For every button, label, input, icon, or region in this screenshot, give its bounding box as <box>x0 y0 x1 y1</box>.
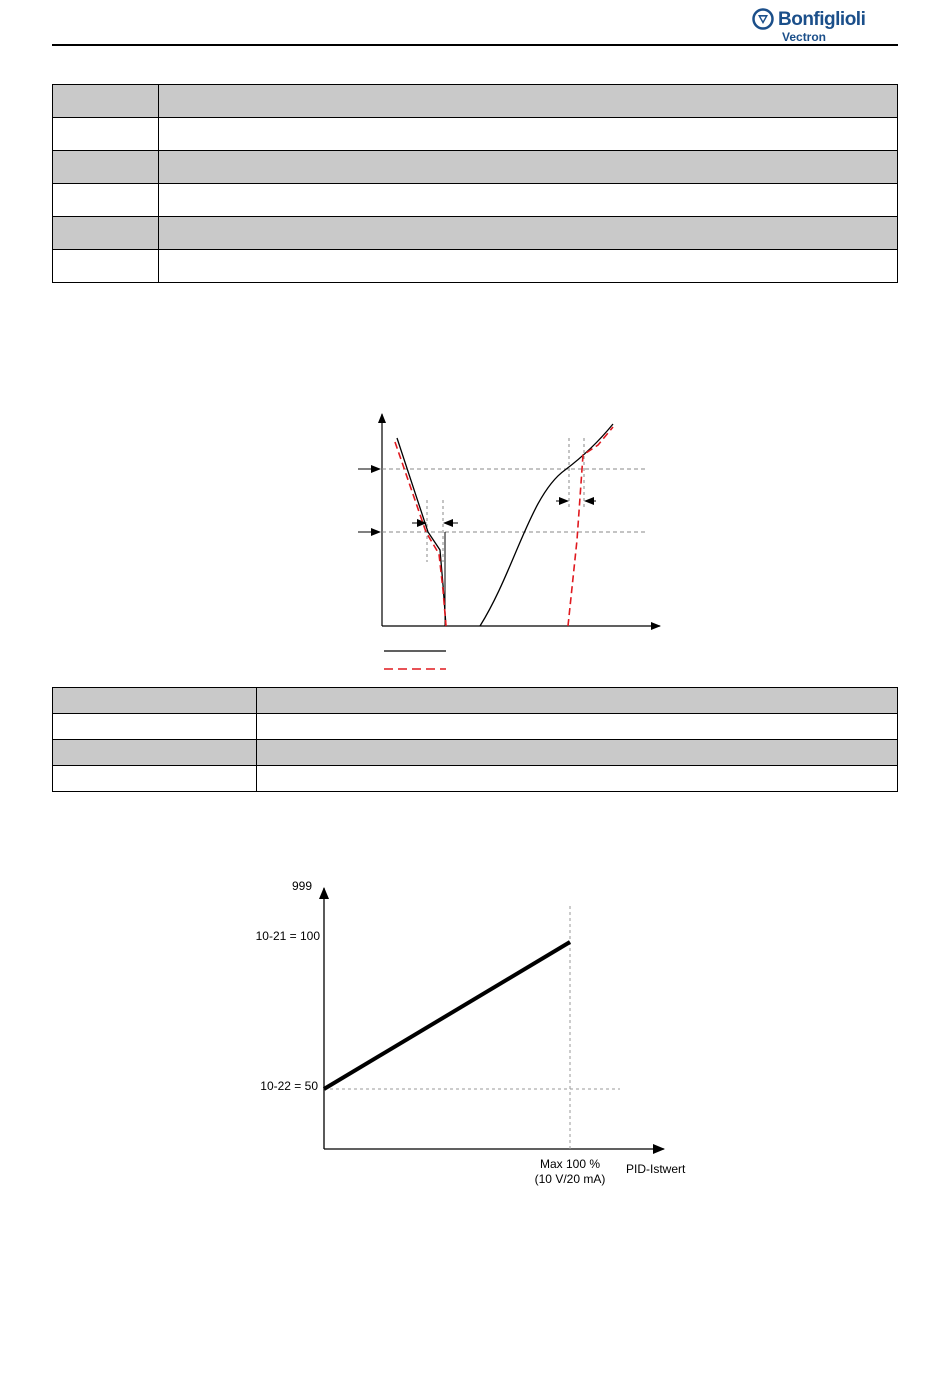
table-row <box>53 714 898 740</box>
table-cell <box>53 151 159 184</box>
chart-y-top-label: 999 <box>292 879 313 893</box>
table-cell <box>159 118 898 151</box>
table-cell <box>257 688 898 714</box>
table-cell <box>53 250 159 283</box>
table-row <box>53 217 898 250</box>
chart-x-axis-label: PID-Istwert <box>626 1162 686 1176</box>
table-cell <box>53 714 257 740</box>
table-cell <box>53 217 159 250</box>
logo-brand-text: Bonfiglioli <box>778 9 866 30</box>
table-row <box>53 151 898 184</box>
chart-y-low-label: 10-22 = 50 <box>260 1079 318 1093</box>
table-cell <box>53 740 257 766</box>
chart-x-max-label-line1: Max 100 % <box>539 1157 601 1171</box>
header-rule <box>52 44 898 46</box>
company-logo <box>752 6 882 46</box>
table-row <box>53 250 898 283</box>
bonfiglioli-logo-icon <box>752 8 774 30</box>
table-cell <box>53 184 159 217</box>
table-cell <box>159 85 898 118</box>
chart-x-max-label-line2: (10 V/20 mA) <box>534 1172 606 1186</box>
characteristic-diagram <box>340 400 670 680</box>
table-cell <box>159 184 898 217</box>
table-cell <box>257 766 898 792</box>
table-cell <box>159 217 898 250</box>
d1-dashed-curve-left <box>395 442 446 626</box>
table-cell <box>159 151 898 184</box>
table-row <box>53 118 898 151</box>
parameter-table-2 <box>52 687 898 792</box>
table-cell <box>257 714 898 740</box>
table-cell <box>159 250 898 283</box>
table-cell <box>53 766 257 792</box>
table-row <box>53 766 898 792</box>
d1-solid-curve-right <box>480 424 613 626</box>
table-row <box>53 85 898 118</box>
chart-series-line <box>324 942 570 1089</box>
table-row <box>53 740 898 766</box>
logo-sub-text: Vectron <box>782 30 827 44</box>
table-row <box>53 688 898 714</box>
d1-dashed-curve-right <box>568 427 613 626</box>
table-cell <box>257 740 898 766</box>
table-cell <box>53 85 159 118</box>
parameter-table-1 <box>52 84 898 283</box>
table-cell <box>53 688 257 714</box>
table-cell <box>53 118 159 151</box>
chart-y-high-label: 10-21 = 100 <box>255 929 320 943</box>
table-row <box>53 184 898 217</box>
pid-scaling-chart <box>240 870 710 1200</box>
